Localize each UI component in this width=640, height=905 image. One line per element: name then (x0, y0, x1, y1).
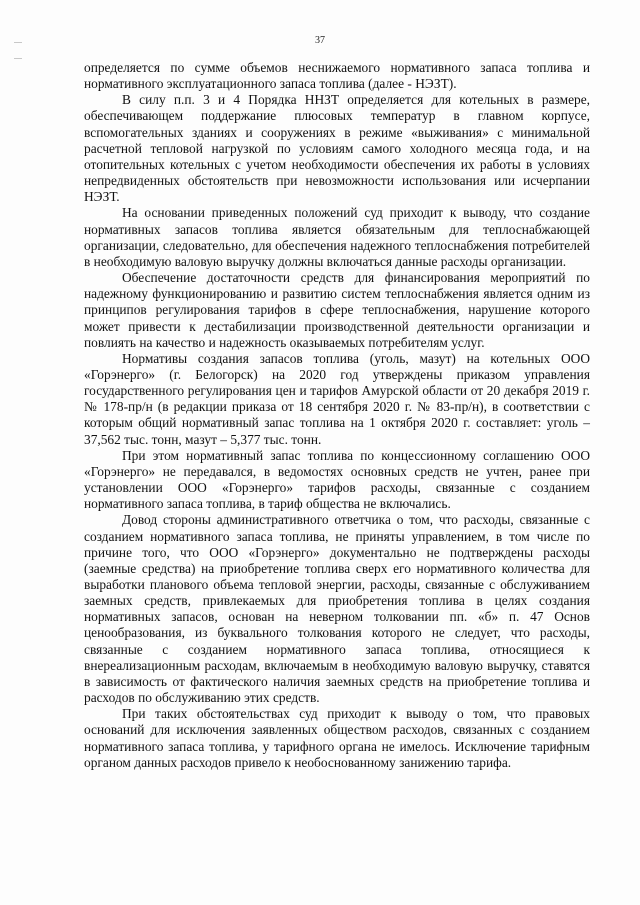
paragraph: определяется по сумме объемов неснижаемого нормативного запаса топлива и нормативного эксплуатационного запаса топлива (далее - НЭЗТ). (84, 60, 590, 92)
margin-mark (14, 58, 22, 59)
paragraph: Довод стороны административного ответчика о том, что расходы, связанные с созданием нормативного запаса топлива, не приняты управлением, в том числе по причине того, что ООО «Горэнерго» документально не подтверждены расходы (заемные средства) на приобретение топлива сверх его нормативного количества для выработки планового объема тепловой энергии, расходы, связанные с обслуживанием заемных средств, привлекаемых для приобретения топлива в целях создания нормативных запасов, основан на неверном толковании пп. «б» п. 47 Основ ценообразования, из буквального толкования которого не следует, что расходы, связанные с созданием нормативного запаса топлива, относящиеся к внереализационным расходам, включаемым в необходимую валовую выручку, ставятся в зависимость от фактического наличия заемных средств на приобретение топлива и расходов по обслуживанию этих средств. (84, 512, 590, 706)
paragraph: На основании приведенных положений суд приходит к выводу, что создание нормативных запасов топлива является обязательным для теплоснабжающей организации, следовательно, для обеспечения надежного теплоснабжения потребителей в необходимую валовую выручку должны включаться данные расходы организации. (84, 205, 590, 269)
paragraph: При этом нормативный запас топлива по концессионному соглашению ООО «Горэнерго» не передавался, в ведомостях основных средств не учтен, ранее при установлении ООО «Горэнерго» тарифов расходы, связанные с созданием нормативного запаса топлива, в тариф общества не включались. (84, 447, 590, 512)
margin-mark (14, 42, 22, 43)
paragraph: Нормативы создания запасов топлива (уголь, мазут) на котельных ООО «Горэнерго» (г. Белогорск) на 2020 год утверждены приказом управления государственного регулирования цен и тарифов Амурской области от 20 декабря 2019 г. № 178-пр/н (в редакции приказа от 18 сентября 2020 г. № 83-пр/н), в соответствии с которым общий нормативный запас топлива на 1 октября 2020 г. составляет: уголь – 37,562 тыс. тонн, мазут – 5,377 тыс. тонн. (84, 350, 590, 447)
document-body (84, 60, 590, 771)
paragraph: Обеспечение достаточности средств для финансирования мероприятий по надежному функционированию и развитию систем теплоснабжения является одним из принципов регулирования тарифов в сфере теплоснабжения, нарушение которого может привести к дестабилизации производственной деятельности организации и повлиять на качество и надежность оказываемых потребителям услуг. (84, 270, 590, 350)
paragraph: При таких обстоятельствах суд приходит к выводу о том, что правовых оснований для исключения заявленных обществом расходов, связанных с созданием нормативного запаса топлива, у тарифного органа не имелось. Исключение тарифным органом данных расходов привело к необоснованному занижению тарифа. (84, 706, 590, 770)
page-number: 37 (315, 35, 325, 46)
paragraph: В силу п.п. 3 и 4 Порядка ННЗТ определяется для котельных в размере, обеспечивающем поддержание плюсовых температур в главном корпусе, вспомогательных зданиях и сооружениях в режиме «выживания» с минимальной расчетной тепловой нагрузкой по условиям самого холодного месяца года, и на отопительных котельных с учетом необходимости обеспечения их работы в условиях непредвиденных обстоятельств при невозможности использования или исчерпании НЭЗТ. (84, 92, 590, 205)
